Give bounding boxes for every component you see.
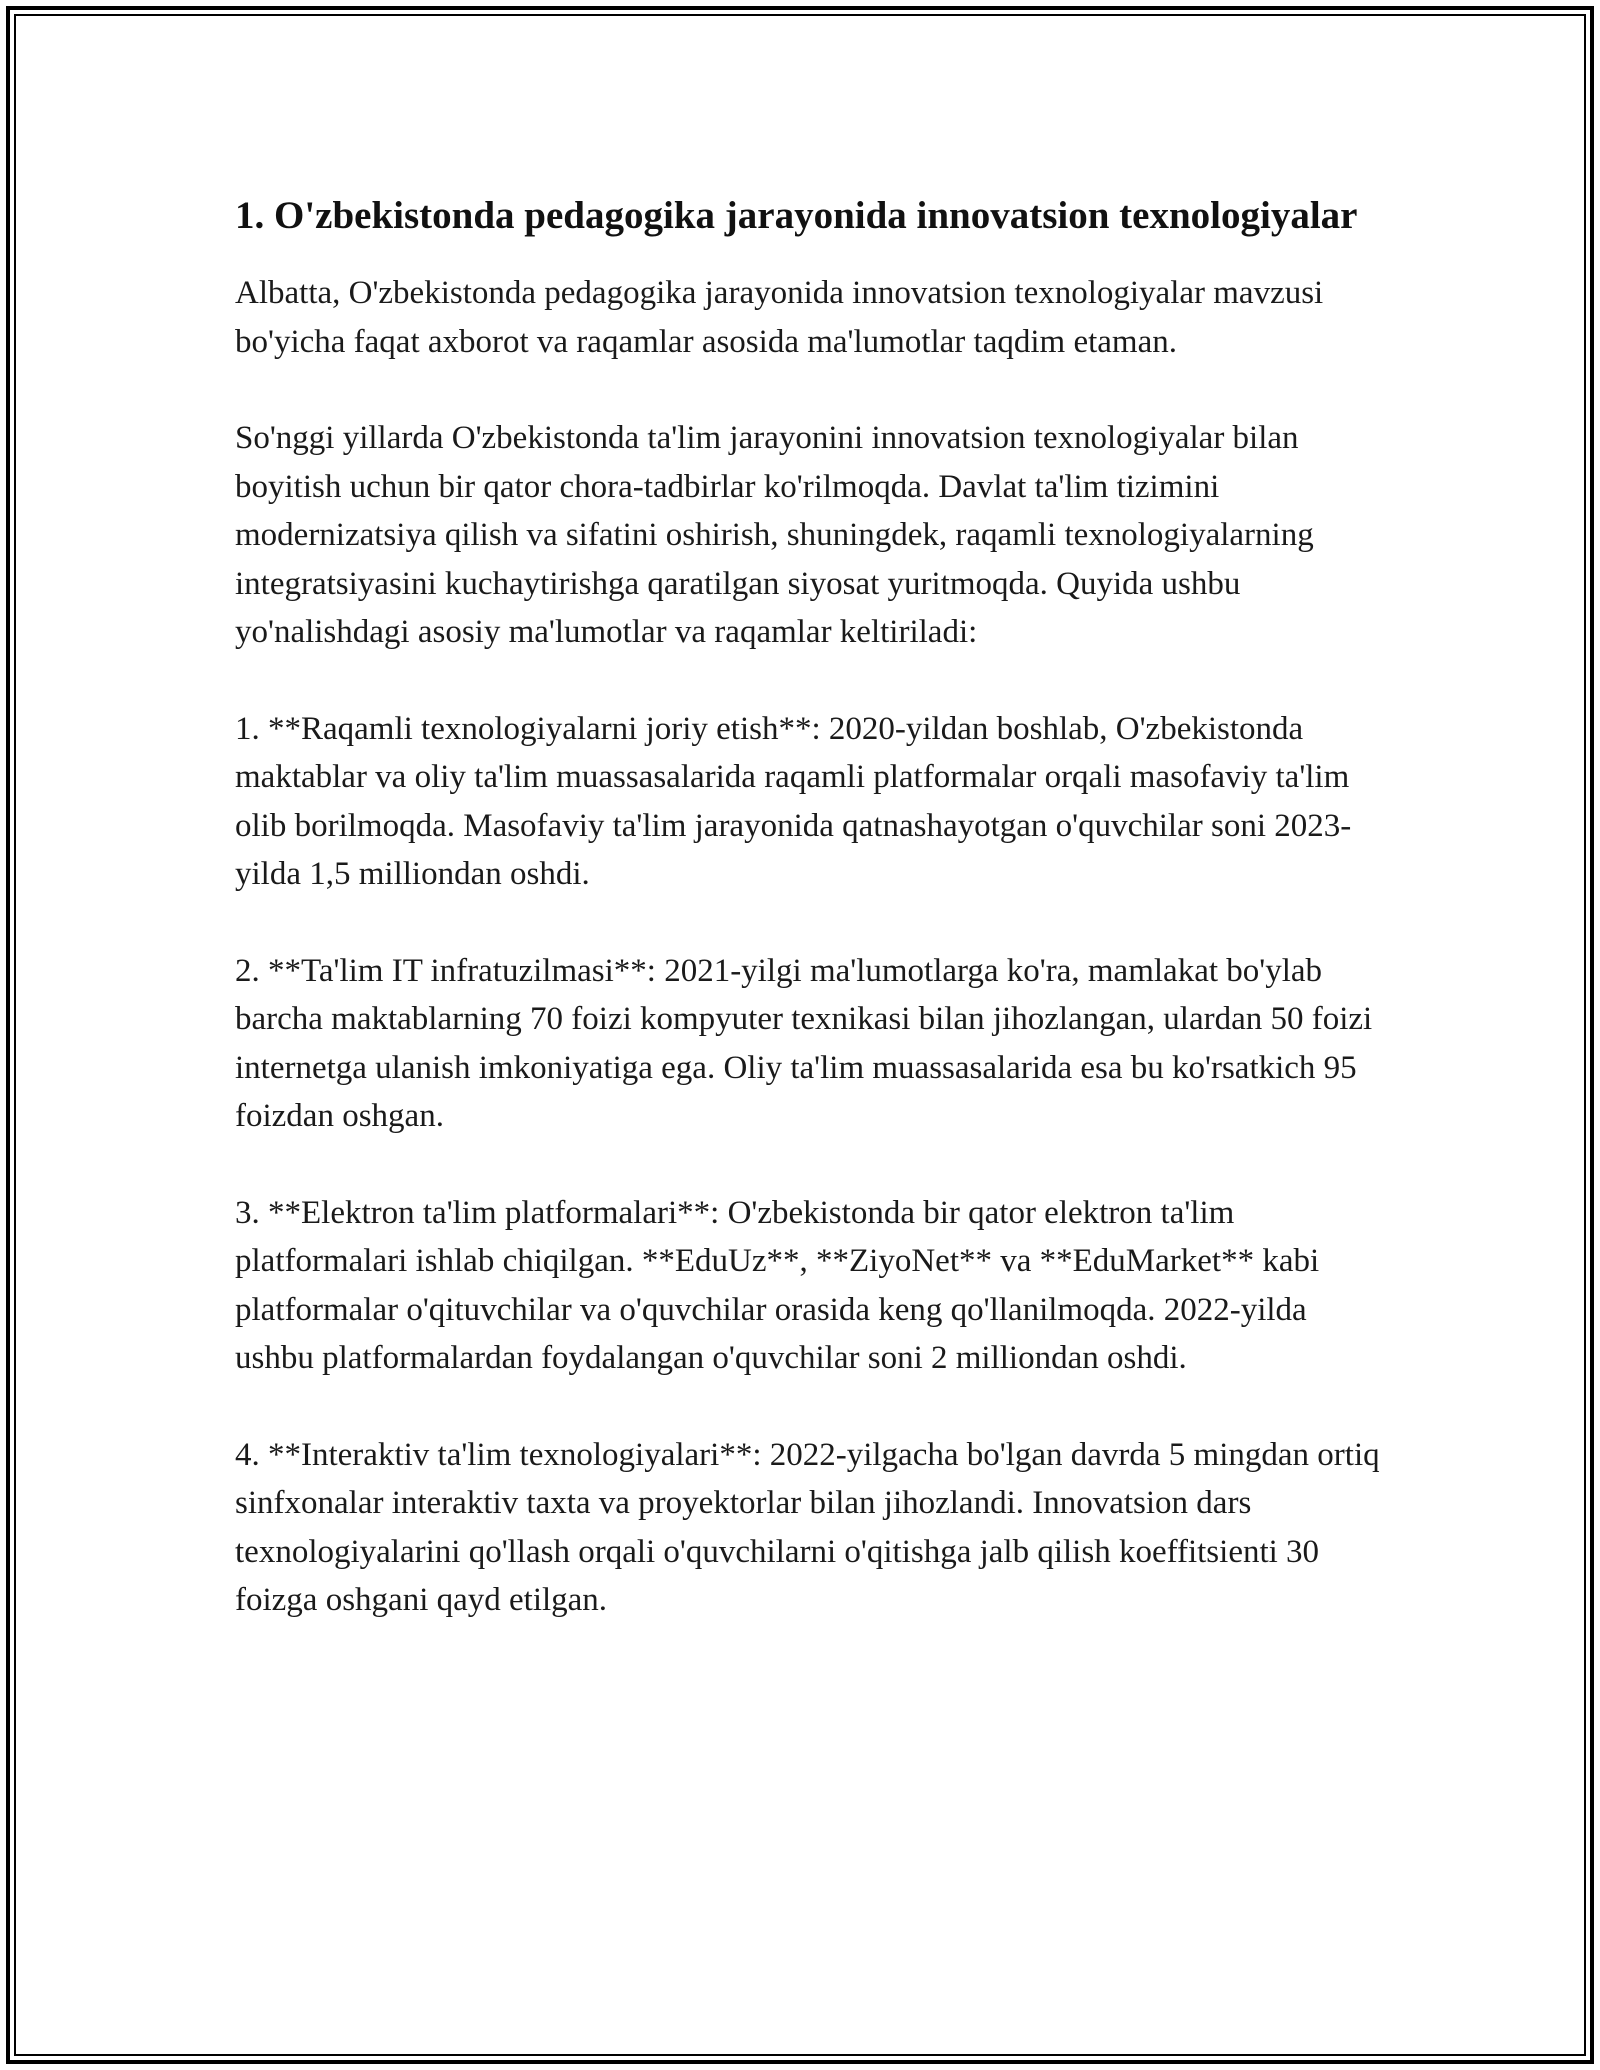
paragraph-item-1: 1. **Raqamli texnologiyalarni joriy etish**: 2020-yildan boshlab, O'zbekistonda maktablar va oliy ta'lim muassasalarida raqamli platformalar orqali masofaviy ta'lim olib borilmoqda. Masofaviy ta'lim jarayonida qatnashayotgan o'quvchilar soni 2023-yilda 1,5 milliondan oshdi. bbox=[235, 710, 1352, 892]
paragraph-item-3: 3. **Elektron ta'lim platformalari**: O'zbekistonda bir qator elektron ta'lim platformalari ishlab chiqilgan. **EduUz**, **ZiyoNet** va **EduMarket** kabi platformalar o'qituvchilar va o'quvchilar orasida keng qo'llanilmoqda. 2022-yilda ushbu platformalardan foydalangan o'quvchilar soni 2 milliondan oshdi. bbox=[235, 1194, 1320, 1376]
paragraph-intro: Albatta, O'zbekistonda pedagogika jarayonida innovatsion texnologiyalar mavzusi bo'yicha faqat axborot va raqamlar asosida ma'lumotlar taqdim etaman. bbox=[235, 275, 1324, 360]
paragraph-item-4: 4. **Interaktiv ta'lim texnologiyalari**: 2022-yilgacha bo'lgan davrda 5 mingdan ortiq sinfxonalar interaktiv taxta va proyektorlar bilan jihozlandi. Innovatsion dars texnologiyalarini qo'llash orqali o'quvchilarni o'qitishga jalb qilish koeffitsienti 30 foizga oshgani qayd etilgan. bbox=[235, 1436, 1380, 1618]
paragraph-overview: So'nggi yillarda O'zbekistonda ta'lim jarayonini innovatsion texnologiyalar bilan boyitish uchun bir qator chora-tadbirlar ko'rilmoqda. Davlat ta'lim tizimini modernizatsiya qilish va sifatini oshirish, shuningdek, raqamli texnologiyalarning integratsiyasini kuchaytirishga qaratilgan siyosat yuritmoqda. Quyida ushbu yo'nalishdagi asosiy ma'lumotlar va raqamlar keltiriladi: bbox=[235, 420, 1314, 650]
paragraph-item-2: 2. **Ta'lim IT infratuzilmasi**: 2021-yilgi ma'lumotlarga ko'ra, mamlakat bo'ylab barcha maktablarning 70 foizi kompyuter texnikasi bilan jihozlangan, ulardan 50 foizi internetga ulanish imkoniyatiga ega. Oliy ta'lim muassasalarida esa bu ko'rsatkich 95 foizdan oshgan. bbox=[235, 952, 1373, 1134]
document-title: 1. O'zbekistonda pedagogika jarayonida innovatsion texnologiyalar bbox=[235, 194, 1358, 237]
document-body bbox=[235, 188, 1385, 1673]
